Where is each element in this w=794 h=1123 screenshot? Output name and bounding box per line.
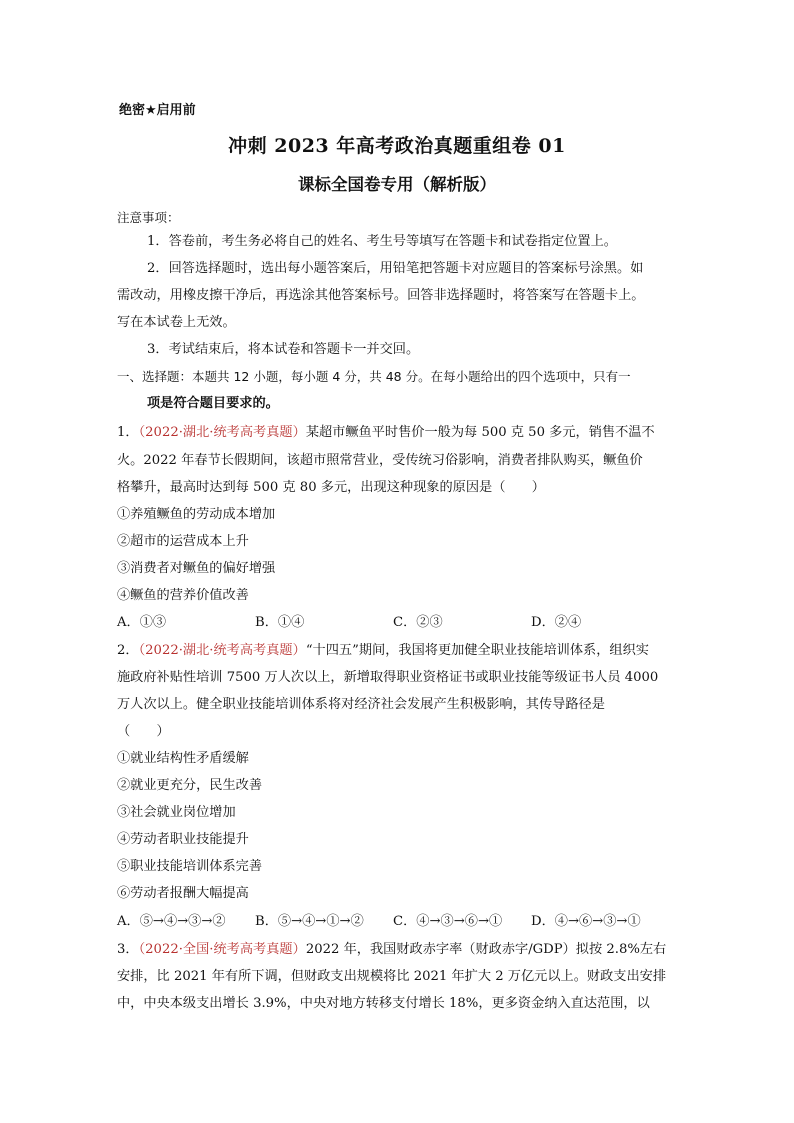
option-d: D．④→⑥→③→① [531, 914, 641, 929]
answer-options [117, 614, 669, 632]
question-statement: ⑤职业技能培训体系完善 [117, 859, 263, 874]
question-source: （2022·全国·统考高考真题） [138, 942, 306, 957]
question-3-stem [117, 941, 666, 959]
question-number: 1． [117, 425, 139, 440]
page-subtitle: 课标全国卷专用（解析版） [298, 175, 496, 194]
option-c: C．②③ [393, 615, 443, 630]
section-heading-cont: 项是符合题目要求的。 [147, 396, 279, 411]
page-title: 冲刺 2023 年高考政治真题重组卷 01 [228, 135, 566, 157]
question-statement: ③消费者对鳜鱼的偏好增强 [117, 561, 276, 576]
option-c: C．④→③→⑥→① [393, 914, 503, 929]
notice-item: 3．考试结束后，将本试卷和答题卡一并交回。 [147, 342, 420, 357]
question-text: 火。2022 年春节长假期间，该超市照常营业，受传统习俗影响，消费者排队购买，鳜鱼价 [117, 453, 643, 468]
notice-item: 1．答卷前，考生务必将自己的姓名、考生号等填写在答题卡和试卷指定位置上。 [147, 234, 617, 249]
section-heading: 一、选择题：本题共 12 小题，每小题 4 分，共 48 分。在每小题给出的四个选项中，只有一 [117, 369, 631, 384]
question-text: （ ） [117, 724, 170, 739]
question-text: “十四五”期间，我国将更加健全职业技能培训体系，组织实 [305, 643, 649, 658]
option-d: D．②④ [531, 615, 582, 630]
question-statement: ③社会就业岗位增加 [117, 805, 236, 820]
question-statement: ②超市的运营成本上升 [117, 534, 249, 549]
option-b: B．①④ [255, 615, 305, 630]
question-source: （2022·湖北·统考高考真题） [138, 643, 306, 658]
option-a: A．①③ [117, 615, 167, 630]
answer-options [117, 913, 669, 931]
notice-heading: 注意事项： [117, 210, 180, 225]
notice-item: 写在本试卷上无效。 [117, 315, 236, 330]
question-statement: ②就业更充分，民生改善 [117, 778, 263, 793]
question-text: 中，中央本级支出增长 3.9%，中央对地方转移支付增长 18%，更多资金纳入直达范围，以 [117, 996, 650, 1011]
question-text: 施政府补贴性培训 7500 万人次以上，新增取得职业资格证书或职业技能等级证书人员 4000 [117, 670, 659, 685]
option-b: B．⑤→④→①→② [255, 914, 364, 929]
question-statement: ①就业结构性矛盾缓解 [117, 751, 249, 766]
notice-item: 2．回答选择题时，选出每小题答案后，用铅笔把答题卡对应题目的答案标号涂黑。如 [147, 261, 644, 276]
question-number: 3． [117, 942, 139, 957]
option-a: A．⑤→④→③→② [117, 914, 226, 929]
question-statement: ⑥劳动者报酬大幅提高 [117, 886, 249, 901]
question-text: 安排，比 2021 年有所下调，但财政支出规模将比 2021 年扩大 2 万亿元以上。财政支出安排 [117, 969, 667, 984]
question-source: （2022·湖北·统考高考真题） [138, 425, 306, 440]
notice-item: 需改动，用橡皮擦干净后，再选涂其他答案标号。回答非选择题时，将答案写在答题卡上。 [117, 288, 645, 303]
question-text: 2022 年，我国财政赤字率（财政赤字/GDP）拟按 2.8%左右 [305, 942, 667, 957]
question-number: 2． [117, 643, 139, 658]
question-1-stem [117, 424, 655, 442]
question-statement: ④劳动者职业技能提升 [117, 832, 249, 847]
question-text: 格攀升，最高时达到每 500 克 80 多元，出现这种现象的原因是（ ） [117, 480, 545, 495]
question-text: 万人次以上。健全职业技能培训体系将对经济社会发展产生积极影响，其传导路径是 [117, 697, 605, 712]
question-2-stem [117, 642, 649, 660]
question-statement: ④鳜鱼的营养价值改善 [117, 588, 249, 603]
secret-label: 绝密★启用前 [119, 103, 196, 118]
question-text: 某超市鳜鱼平时售价一般为每 500 克 50 多元，销售不温不 [305, 425, 655, 440]
question-statement: ①养殖鳜鱼的劳动成本增加 [117, 507, 276, 522]
